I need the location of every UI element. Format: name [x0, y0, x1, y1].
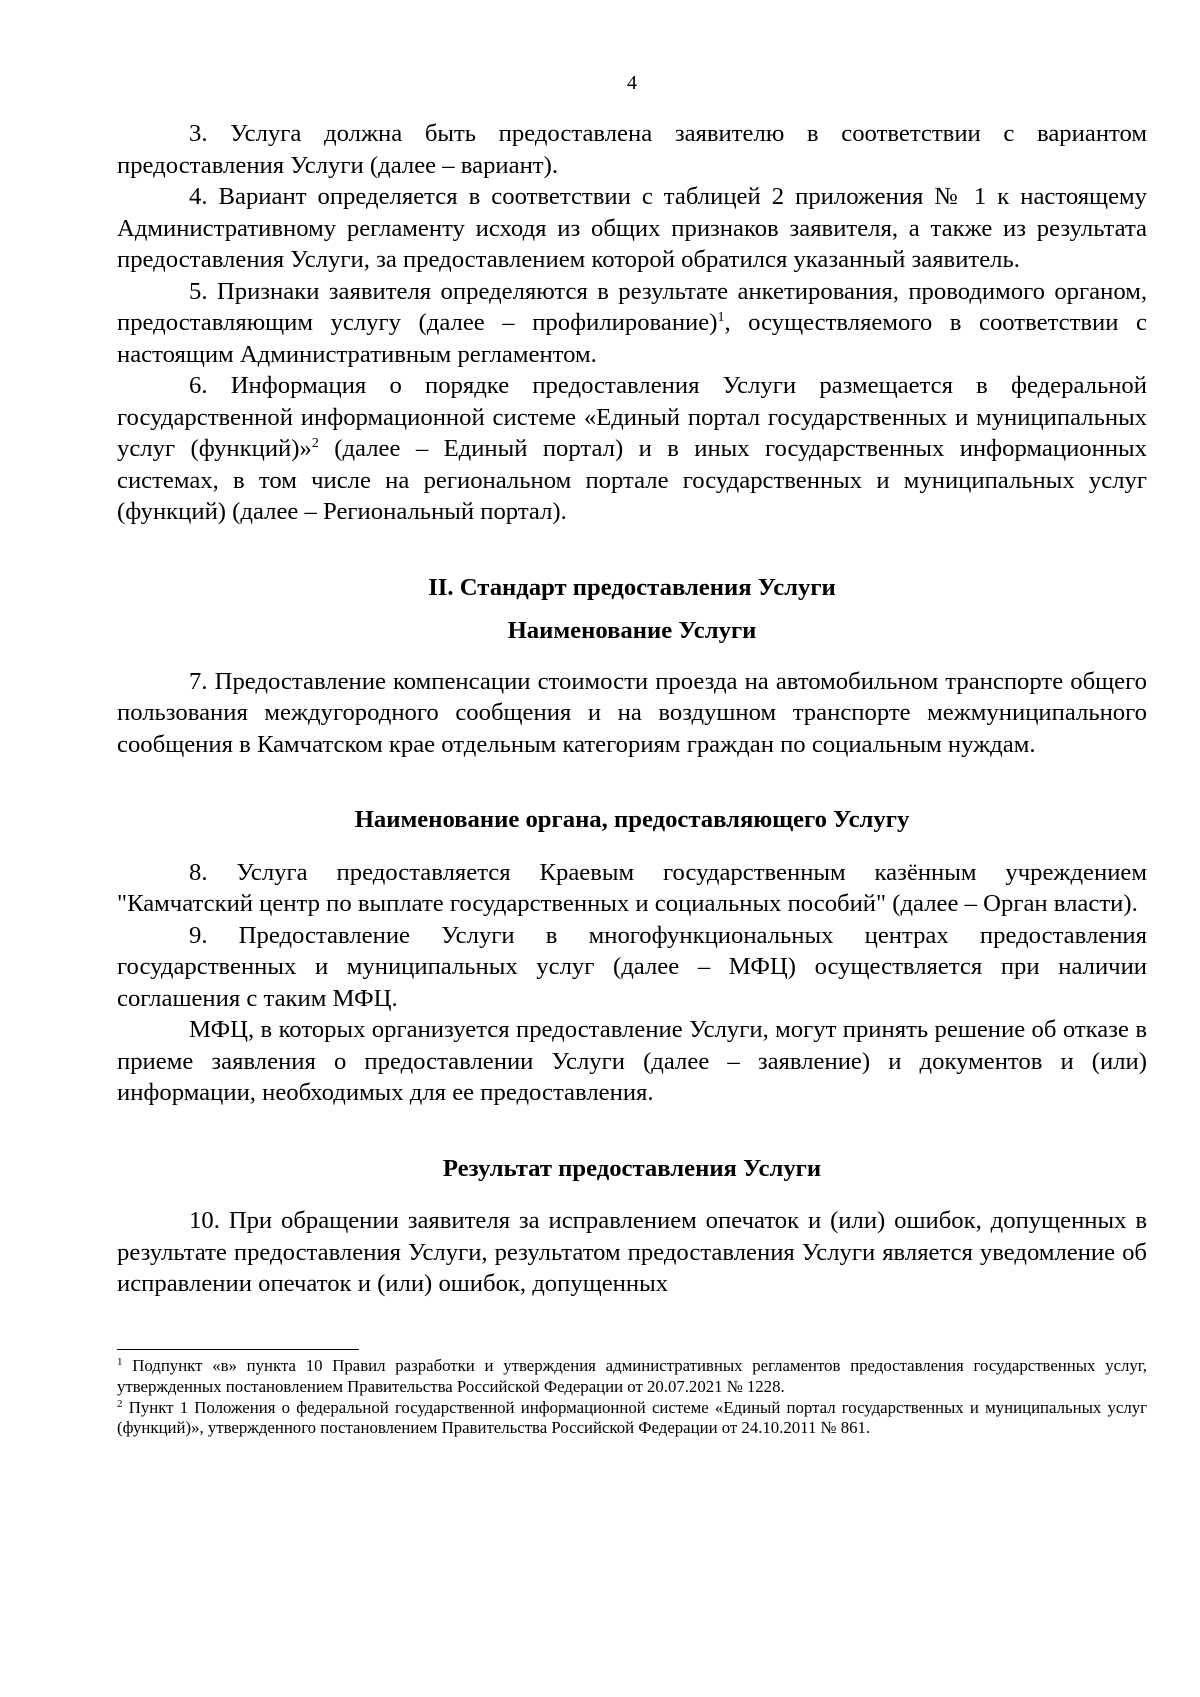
paragraph-4: 4. Вариант определяется в соответствии с таблицей 2 приложения № 1 к настоящему Административному регламенту исходя из общих признаков заявителя, а также из результата предоставления Услуги, за предоставлением которой обратился указанный заявитель. [117, 183, 1147, 273]
footnote-mark-2: 2 [117, 1397, 123, 1410]
heading-result: Результат предоставления Услуги [442, 1154, 822, 1182]
footnote-1-text: Подпункт «в» пункта 10 Правил разработки и утверждения административных регламентов предоставления государственных услуг, утвержденных постановлением Правительства Российской Федерации от 20.07.2021 № 1228. [117, 1356, 1147, 1396]
section-title: II. Стандарт предоставления Услуги [428, 573, 836, 601]
paragraph-6-text: 6. Информация о порядке предоставления Услуги размещается в федеральной государственной информационной системе «Единый портал государственных и муниципальных услуг (функций)» [117, 372, 1147, 462]
paragraph-6-text-end: (далее – Единый портал) и в иных государственных информационных системах, в том числе на региональном портале государственных и муниципальных услуг (функций) (далее – Региональный портал). [117, 435, 1147, 525]
footnote-2 [117, 1398, 1147, 1440]
footnote-ref-1: 1 [717, 310, 725, 325]
paragraph-10: 10. При обращении заявителя за исправлением опечаток и (или) ошибок, допущенных в результате предоставления Услуги, результатом предоставления Услуги является уведомление об исправлении опечаток и (или) ошибок, допущенных [117, 1207, 1147, 1297]
paragraph-6 [117, 370, 1147, 528]
paragraph-7: 7. Предоставление компенсации стоимости проезда на автомобильном транспорте общего пользования междугородного сообщения и на воздушном транспорте межмуниципального сообщения в Камчатском крае отдельным категориям граждан по социальным нуждам. [117, 667, 1147, 758]
footnote-2-text: Пункт 1 Положения о федеральной государственной информационной системе «Единый портал государственных и муниципальных услуг (функций)», утвержденного постановлением Правительства Российской Федерации от 24.10.2011 № 861. [117, 1397, 1147, 1438]
footnote-1 [117, 1356, 1147, 1398]
paragraph-5-text: 5. Признаки заявителя определяются в результате анкетирования, проводимого органом, предоставляющим услугу (далее – профилирование) [117, 277, 1147, 336]
paragraph-5-text-end: , осуществляемого в соответствии с настоящим Административным регламентом. [117, 309, 1147, 368]
page-number: 4 [627, 72, 637, 94]
footnotes [117, 1356, 1147, 1439]
heading-service-name: Наименование Услуги [507, 617, 757, 644]
paragraph-3: 3. Услуга должна быть предоставлена заявителю в соответствии с вариантом предоставления Услуги (далее – вариант). [117, 120, 1147, 179]
document-body [117, 118, 1147, 1300]
footnote-ref-2: 2 [311, 436, 319, 451]
footnote-mark-1: 1 [117, 1356, 123, 1368]
paragraph-5 [117, 276, 1147, 371]
paragraph-8: 8. Услуга предоставляется Краевым государственным казённым учреждением "Камчатский центр по выплате государственных и социальных пособий" (далее – Орган власти). [117, 858, 1147, 917]
footnote-divider [117, 1349, 359, 1350]
heading-authority: Наименование органа, предоставляющего Услугу [354, 806, 910, 833]
paragraph-mfc: МФЦ, в которых организуется предоставление Услуги, могут принять решение об отказе в приеме заявления о предоставлении Услуги (далее – заявление) и документов и (или) информации, необходимых для ее предоставления. [117, 1016, 1147, 1106]
paragraph-9: 9. Предоставление Услуги в многофункциональных центрах предоставления государственных и муниципальных услуг (далее – МФЦ) осуществляется при наличии соглашения с таким МФЦ. [117, 921, 1147, 1012]
